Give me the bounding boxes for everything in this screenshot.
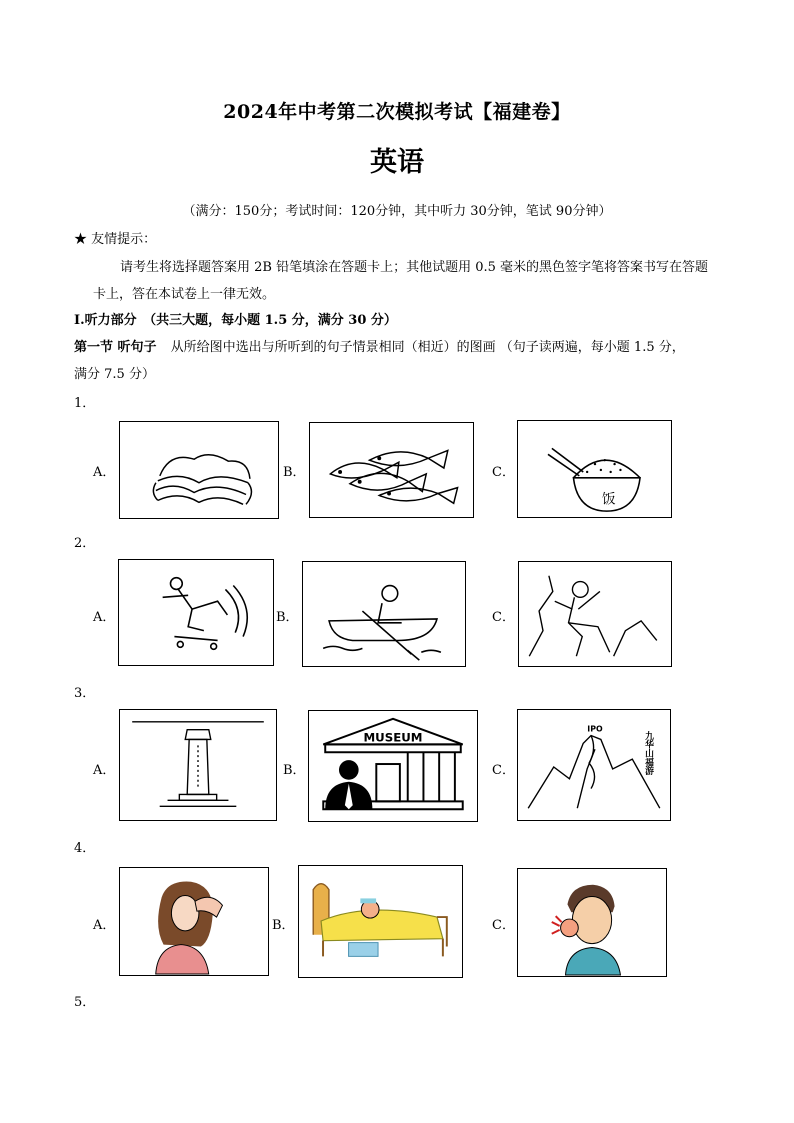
option-label: B． [283,763,306,778]
climbing-icon [519,562,671,666]
mountain-caption-top: IPO [587,724,603,734]
skateboarding-icon [119,560,273,665]
toothache-icon [518,869,666,976]
part-label: 第一节 听句子 [74,340,157,355]
tips-title: ★ 友情提示： [74,232,157,247]
subject-title: 英语 [370,147,424,178]
sick-bed-icon [299,866,462,977]
section-heading: I.听力部分 （共三大题，每小题 1.5 分，满分 30 分） [74,313,397,328]
monument-image [119,709,277,821]
vegetables-icon [120,422,278,518]
vegetables-image [119,421,279,519]
question-number: 4． [74,841,96,856]
rice-caption: 饭 [601,491,616,508]
option-label: A． [93,763,116,778]
museum-caption: MUSEUM [363,730,423,745]
climbing-image [518,561,672,667]
option-label: C． [492,918,515,933]
option-label: C． [492,465,515,480]
tips-line-2: 卡上，答在本试卷上一律无效。 [93,287,276,302]
mountain-image [517,709,671,821]
girl-eye-image [119,867,269,976]
fish-icon [310,423,473,517]
question-number: 3． [74,686,96,701]
monument-icon [120,710,276,820]
museum-image [308,710,478,822]
mountain-icon [518,710,670,820]
exam-title: 2024年中考第二次模拟考试【福建卷】 [223,101,571,123]
option-label: B． [283,465,306,480]
mountain-caption: 九华山福游 [643,731,654,776]
skateboarding-image [118,559,274,666]
girl-eye-icon [120,868,268,975]
option-label: B． [276,610,299,625]
option-label: C． [492,763,515,778]
exam-meta: （满分：150分；考试时间：120分钟，其中听力 30分钟，笔试 90分钟） [182,204,612,219]
question-number: 5． [74,995,96,1010]
rice-bowl-icon [518,421,671,517]
sick-bed-image [298,865,463,978]
toothache-image [517,868,667,977]
option-label: C． [492,610,515,625]
rowing-image [302,561,466,667]
question-number: 1． [74,396,96,411]
museum-icon [309,711,477,821]
option-label: A． [93,610,116,625]
rice-bowl-image [517,420,672,518]
option-label: B． [272,918,295,933]
part-line-1 [74,336,685,355]
fish-image [309,422,474,518]
tips-line-1: 请考生将选择题答案用 2B 铅笔填涂在答题卡上；其他试题用 0.5 毫米的黑色签字笔将答案书写在答题 [120,260,709,275]
rowing-icon [303,562,465,666]
option-label: A． [93,918,116,933]
part-text: 从所给图中选出与所听到的句子情景相同（相近）的图画 （句子读两遍，每小题 1.5 分， [170,340,685,355]
option-label: A． [93,465,116,480]
question-number: 2． [74,536,96,551]
part-line-2: 满分 7.5 分） [74,367,155,382]
